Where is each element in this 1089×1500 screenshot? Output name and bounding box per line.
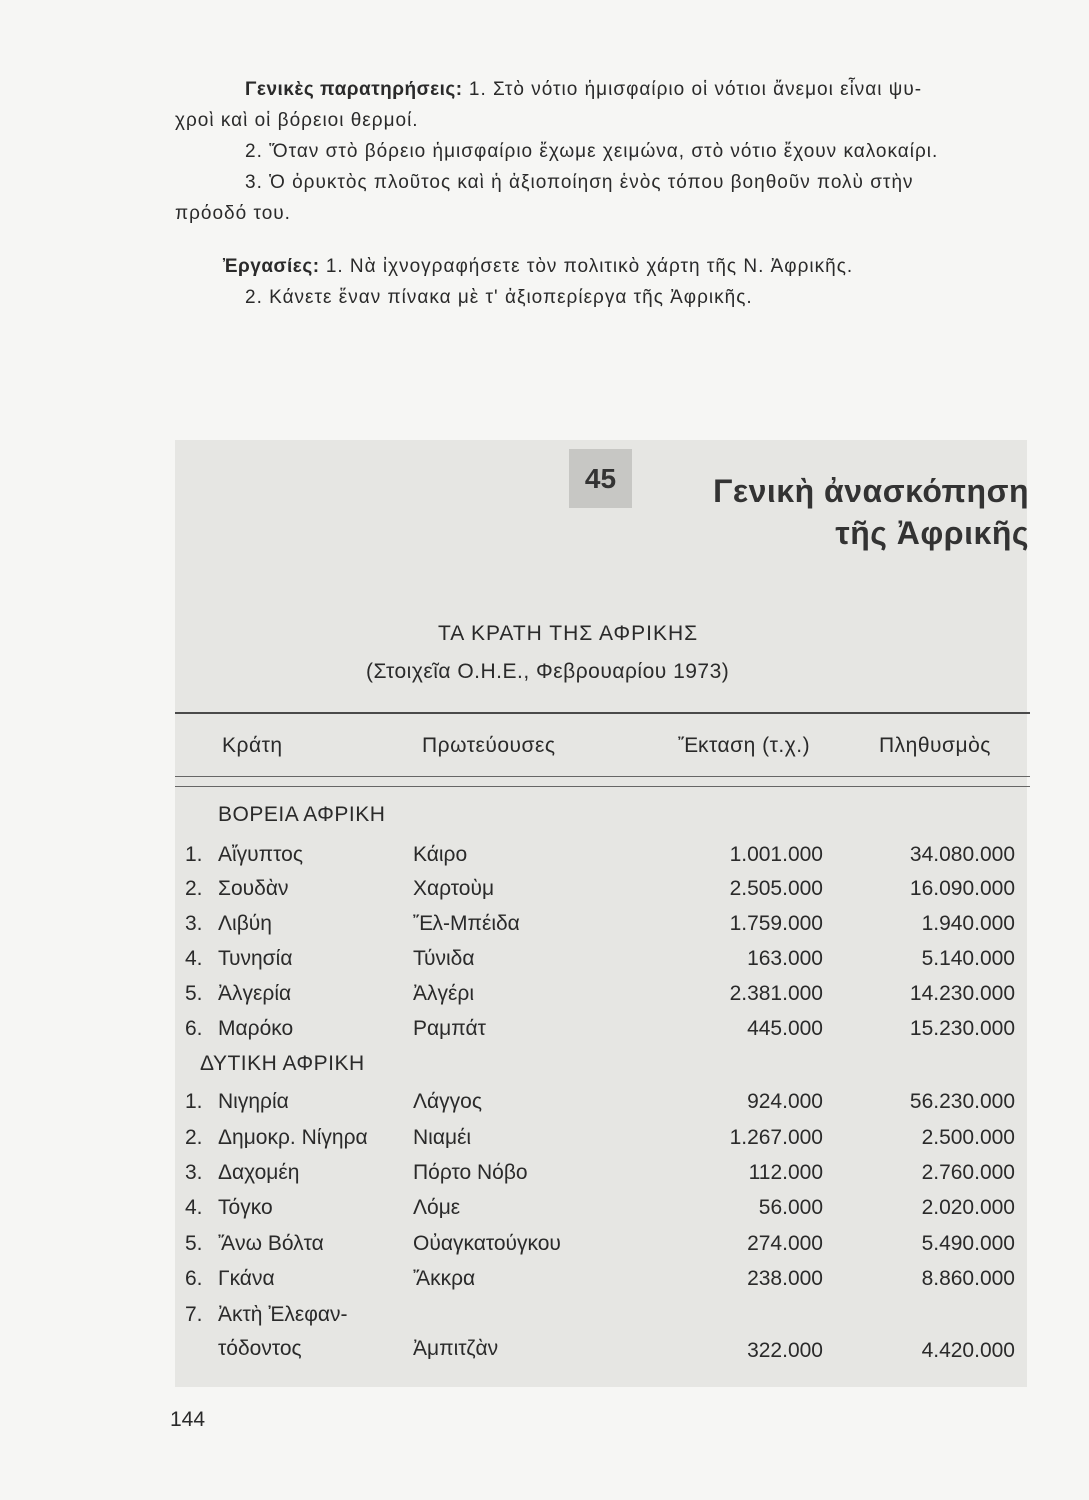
table-row	[0, 1017, 1089, 1051]
area-value: 445.000	[747, 1017, 823, 1040]
capital-name: Ἔλ-Μπέιδα	[413, 912, 520, 935]
remarks-label: Γενικὲς παρατηρήσεις:	[245, 79, 463, 100]
capital-name: Νιαμέι	[413, 1126, 472, 1149]
row-number: 5.	[185, 1232, 203, 1255]
area-value: 322.000	[747, 1339, 823, 1362]
capital-name: Ἄκκρα	[413, 1267, 476, 1290]
header-area: Ἔκταση (τ.χ.)	[678, 734, 811, 757]
area-value: 924.000	[747, 1090, 823, 1113]
state-name: Νιγηρία	[218, 1090, 289, 1113]
remark-1-text: 1. Στὸ νότιο ἡμισφαίριο οἱ νότιοι ἄνεμοι εἶναι ψυ-	[468, 79, 923, 100]
row-number: 2.	[185, 877, 203, 900]
row-number: 3.	[185, 912, 203, 935]
table-row	[0, 1090, 1089, 1124]
state-name: Ἄνω Βόλτα	[218, 1232, 324, 1255]
capital-name: Λάγγος	[413, 1090, 482, 1113]
state-name: Σουδὰν	[218, 877, 289, 900]
table-row	[0, 1126, 1089, 1160]
remark-3-line-2: πρόοδό του.	[175, 203, 291, 224]
population-value: 4.420.000	[921, 1339, 1015, 1362]
capital-name: Ραμπάτ	[413, 1017, 486, 1040]
page-number: 144	[170, 1408, 206, 1431]
table-row	[0, 982, 1089, 1016]
header-states: Κράτη	[222, 734, 283, 757]
intro-notes	[175, 74, 1045, 313]
row-number: 6.	[185, 1017, 203, 1040]
row-number: 2.	[185, 1126, 203, 1149]
area-value: 2.381.000	[729, 982, 823, 1005]
area-value: 112.000	[748, 1161, 823, 1184]
population-value: 34.080.000	[909, 843, 1015, 866]
table-row	[0, 912, 1089, 946]
area-value: 163.000	[747, 947, 823, 970]
population-value: 2.500.000	[921, 1126, 1015, 1149]
state-name: Δαχομέη	[218, 1161, 300, 1184]
chapter-title-line-2: τῆς Ἀφρικῆς	[835, 515, 1029, 551]
population-value: 5.490.000	[921, 1232, 1015, 1255]
area-value: 2.505.000	[729, 877, 823, 900]
population-value: 8.860.000	[921, 1267, 1015, 1290]
header-rule-2	[175, 786, 1030, 787]
area-value: 56.000	[758, 1196, 823, 1219]
table-row	[0, 1161, 1089, 1195]
area-value: 274.000	[747, 1232, 823, 1255]
chapter-title	[713, 470, 1029, 554]
table-row	[0, 843, 1089, 877]
task-1-line	[175, 251, 1045, 282]
remark-2: 2. Ὅταν στὸ βόρειο ἡμισφαίριο ἔχωμε χειμώνα, στὸ νότιο ἔχουν καλοκαίρι.	[245, 141, 939, 162]
capital-name: Πόρτο Νόβο	[413, 1161, 528, 1184]
area-value: 1.267.000	[729, 1126, 823, 1149]
row-number: 7.	[185, 1303, 203, 1326]
population-value: 2.760.000	[921, 1161, 1015, 1184]
row-number: 4.	[185, 1196, 203, 1219]
capital-name: Ἀμπιτζὰν	[413, 1337, 499, 1360]
row-number: 1.	[185, 1090, 203, 1113]
row-number: 4.	[185, 947, 203, 970]
row-number: 6.	[185, 1267, 203, 1290]
population-value: 14.230.000	[909, 982, 1015, 1005]
header-population: Πληθυσμὸς	[879, 734, 991, 757]
area-value: 1.001.000	[729, 843, 823, 866]
population-value: 5.140.000	[921, 947, 1015, 970]
state-name: Ἀλγερία	[218, 982, 292, 1005]
header-capitals: Πρωτεύουσες	[422, 734, 556, 757]
row-number: 3.	[185, 1161, 203, 1184]
table-row	[0, 877, 1089, 911]
table-row	[0, 1232, 1089, 1266]
capital-name: Ἀλγέρι	[413, 982, 474, 1005]
capital-name: Τύνιδα	[413, 947, 475, 970]
task-2: 2. Κάνετε ἕναν πίνακα μὲ τ' ἀξιοπερίεργα τῆς Ἀφρικῆς.	[245, 287, 753, 308]
state-name: Ἀκτὴ Ἐλεφαν-	[218, 1303, 348, 1326]
header-rule-1	[175, 776, 1030, 777]
table-subtitle: (Στοιχεῖα Ο.Η.Ε., Φεβρουαρίου 1973)	[366, 660, 730, 683]
region-west-africa: ΔΥΤΙΚΗ ΑΦΡΙΚΗ	[200, 1052, 365, 1075]
area-value: 1.759.000	[729, 912, 823, 935]
tasks-label: Ἐργασίες:	[223, 256, 320, 277]
population-value: 56.230.000	[909, 1090, 1015, 1113]
remark-1-line-2: χροὶ καὶ οἱ βόρειοι θερμοί.	[175, 110, 419, 131]
table-row	[0, 947, 1089, 981]
state-name: Λιβύη	[218, 912, 272, 935]
task-1: 1. Νὰ ἰχνογραφήσετε τὸν πολιτικὸ χάρτη τῆς Ν. Ἀφρικῆς.	[325, 256, 854, 277]
table-title: ΤΑ ΚΡΑΤΗ ΤΗΣ ΑΦΡΙΚΗΣ	[438, 622, 699, 645]
state-name-continued: τόδοντος	[218, 1337, 302, 1360]
row-number: 1.	[185, 843, 203, 866]
population-value: 1.940.000	[921, 912, 1015, 935]
capital-name: Λόμε	[413, 1196, 461, 1219]
state-name: Αἴγυπτος	[218, 843, 303, 866]
capital-name: Οὐαγκατούγκου	[413, 1232, 561, 1255]
row-number: 5.	[185, 982, 203, 1005]
area-value: 238.000	[747, 1267, 823, 1290]
table-row	[0, 1303, 1089, 1373]
population-value: 2.020.000	[921, 1196, 1015, 1219]
table-row	[0, 1196, 1089, 1230]
population-value: 15.230.000	[909, 1017, 1015, 1040]
remark-3-line-1: 3. Ὁ ὀρυκτὸς πλοῦτος καὶ ἡ ἀξιοποίηση ἑνὸς τόπου βοηθοῦν πολὺ στὴν	[245, 172, 914, 193]
table-top-rule	[175, 712, 1030, 714]
chapter-number: 45	[569, 449, 632, 508]
region-north-africa: ΒΟΡΕΙΑ ΑΦΡΙΚΗ	[218, 803, 386, 826]
capital-name: Κάιρο	[413, 843, 468, 866]
state-name: Τυνησία	[218, 947, 293, 970]
capital-name: Χαρτοὺμ	[413, 877, 495, 900]
table-row	[0, 1267, 1089, 1301]
chapter-title-line-1: Γενικὴ ἀνασκόπηση	[713, 473, 1029, 509]
state-name: Δημοκρ. Νίγηρα	[218, 1126, 368, 1149]
state-name: Γκάνα	[218, 1267, 275, 1290]
remark-1-line-1	[175, 74, 1045, 105]
state-name: Τόγκο	[218, 1196, 273, 1219]
state-name: Μαρόκο	[218, 1017, 294, 1040]
population-value: 16.090.000	[909, 877, 1015, 900]
